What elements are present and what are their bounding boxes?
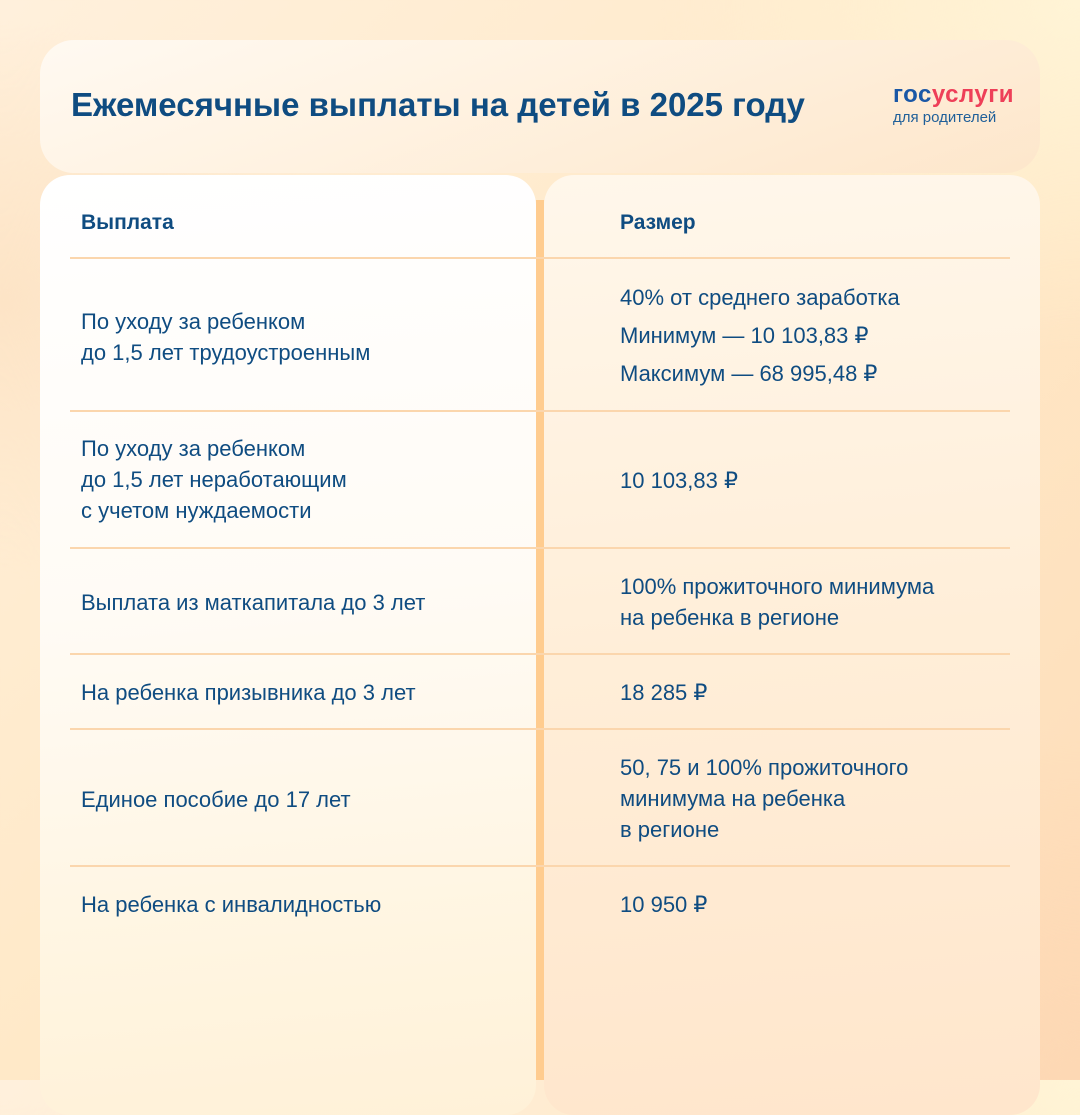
table-row-1-payment xyxy=(81,306,370,368)
row-divider xyxy=(70,547,1010,549)
row-divider xyxy=(70,653,1010,655)
payment-line: до 1,5 лет трудоустроенным xyxy=(81,340,371,365)
payment-line: На ребенка с инвалидностью xyxy=(81,892,382,917)
row-divider xyxy=(70,728,1010,730)
logo-subtitle: для родителей xyxy=(893,109,997,126)
column-gap xyxy=(536,200,544,1080)
table-row-3-payment xyxy=(81,587,425,618)
logo-part-gos: гос xyxy=(893,81,932,108)
amount-line: 10 950 ₽ xyxy=(620,892,708,917)
row-divider xyxy=(70,865,1010,867)
column-header-amount: Размер xyxy=(620,211,696,234)
payment-line: Единое пособие до 17 лет xyxy=(81,787,351,812)
amount-line: 40% от среднего заработка xyxy=(620,285,900,310)
table-row-2-amount xyxy=(620,465,738,496)
amount-line: 100% прожиточного минимума xyxy=(620,574,935,599)
table-row-3-amount xyxy=(620,571,934,633)
table-row-4-amount xyxy=(620,677,707,708)
page-title: Ежемесячные выплаты на детей в 2025 году xyxy=(71,86,805,123)
payment-line: На ребенка призывника до 3 лет xyxy=(81,680,416,705)
amount-line: в регионе xyxy=(620,817,720,842)
amount-line: 18 285 ₽ xyxy=(620,680,708,705)
amount-line: минимума на ребенка xyxy=(620,786,846,811)
payment-line: По уходу за ребенком xyxy=(81,436,306,461)
payment-line: Выплата из маткапитала до 3 лет xyxy=(81,590,426,615)
payment-line: до 1,5 лет неработающим xyxy=(81,467,347,492)
column-header-payment: Выплата xyxy=(81,211,174,234)
amount-line: на ребенка в регионе xyxy=(620,605,840,630)
table-row-6-payment xyxy=(81,889,381,920)
payment-line: с учетом нуждаемости xyxy=(81,498,312,523)
amount-line: Минимум — 10 103,83 ₽ xyxy=(620,323,869,348)
gosuslugi-logo xyxy=(893,83,1018,126)
table-row-1-amount xyxy=(620,279,900,393)
row-divider xyxy=(70,410,1010,412)
table-row-6-amount xyxy=(620,889,707,920)
amount-line: Максимум — 68 995,48 ₽ xyxy=(620,361,878,386)
amount-line: 10 103,83 ₽ xyxy=(620,468,738,493)
table-row-5-amount xyxy=(620,752,908,845)
table-row-2-payment xyxy=(81,433,347,526)
payment-line: По уходу за ребенком xyxy=(81,309,306,334)
logo-wordmark xyxy=(893,83,1018,107)
amount-line: 50, 75 и 100% прожиточного xyxy=(620,755,909,780)
logo-part-uslugi: услуги xyxy=(931,81,1014,108)
table-row-5-payment xyxy=(81,784,351,815)
table-row-4-payment xyxy=(81,677,416,708)
row-divider xyxy=(70,257,1010,259)
